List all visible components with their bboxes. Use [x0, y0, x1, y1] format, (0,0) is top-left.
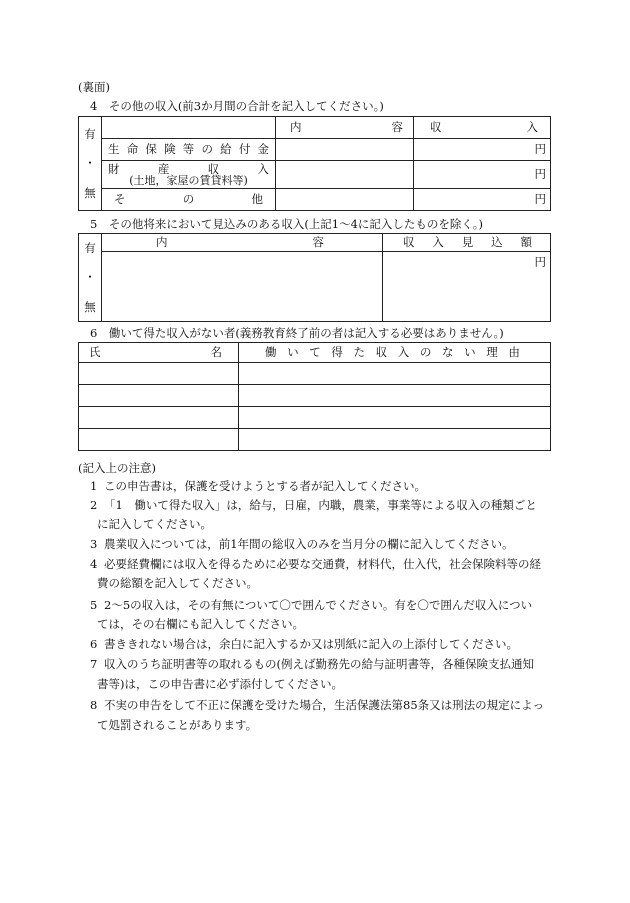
umu-no: 無 — [84, 185, 96, 200]
note-1: 1 この申告書は，保護を受けようとする者が記入してください。 — [90, 479, 426, 493]
section5-umu-cell — [79, 234, 102, 322]
note-8: 8 不実の申告をして不正に保護を受けた場合，生活保護法第85条又は刑法の規定によっ — [90, 698, 545, 712]
section6-reason-field[interactable] — [239, 363, 551, 385]
section5-title: 5 その他将来において見込みのある収入(上記1～4に記入したものを除く。) — [90, 217, 483, 231]
row-life-insurance-amount[interactable]: 円 — [414, 139, 551, 161]
side-label: (裏面) — [78, 80, 110, 94]
section6-col-name: 氏 名 — [79, 343, 239, 363]
section4-blank-header — [102, 117, 276, 139]
section5-col-content: 内 容 — [102, 234, 383, 252]
section4-title: 4 その他の収入(前3か月間の合計を記入してください。) — [90, 99, 384, 113]
note-7: 7 収入のうち証明書等の取れるもの(例えば勤務先の給与証明書等，各種保険支払通知 — [90, 657, 534, 671]
section6-name-field[interactable] — [79, 407, 239, 429]
note-7-cont: 書等)は，この申告書に必ず添付してください。 — [97, 677, 343, 691]
section5-amount-field[interactable]: 円 — [383, 252, 551, 322]
note-5-cont: ては，その右欄にも記入してください。 — [97, 617, 304, 631]
section6-name-field[interactable] — [79, 385, 239, 407]
row-other-amount[interactable]: 円 — [414, 189, 551, 211]
note-8-cont: て処罰されることがあります。 — [97, 718, 258, 732]
section6-name-field[interactable] — [79, 363, 239, 385]
section4-table — [78, 116, 551, 211]
note-3: 3 農業収入については，前1年間の総収入のみを当月分の欄に記入してください。 — [90, 537, 514, 551]
note-2: 2 「1 働いて得た収入」は，給与，日雇，内職，農業，事業等による収入の種類ごと — [90, 498, 537, 512]
section4-col-income: 収 入 — [414, 117, 551, 139]
umu-yes: 有 — [84, 126, 96, 141]
section4-col-content: 内 容 — [276, 117, 414, 139]
row-property-amount[interactable]: 円 — [414, 161, 551, 189]
umu-yes: 有 — [84, 240, 96, 255]
notes-title: (記入上の注意) — [78, 461, 156, 475]
section6-table — [78, 342, 551, 451]
row-property-label: 財 産 収 入 (土地，家屋の賃貸料等) — [102, 161, 276, 189]
section5-table — [78, 233, 551, 322]
section6-name-field[interactable] — [79, 429, 239, 451]
note-2-cont: に記入してください。 — [97, 517, 212, 531]
note-4-cont: 費の総額を記入してください。 — [97, 576, 258, 590]
row-other-label: そ の 他 — [102, 189, 276, 211]
note-4: 4 必要経費欄には収入を得るために必要な交通費，材料代，仕入代，社会保険料等の経 — [90, 557, 541, 571]
row-property-sublabel: (土地，家屋の賃貸料等) — [129, 173, 248, 187]
section6-reason-field[interactable] — [239, 429, 551, 451]
umu-no: 無 — [84, 299, 96, 314]
row-life-insurance-content[interactable] — [276, 139, 414, 161]
umu-dot: ・ — [84, 270, 96, 284]
umu-dot: ・ — [84, 156, 96, 170]
row-life-insurance-label: 生 命 保 険 等 の 給 付 金 — [102, 139, 276, 161]
row-property-content[interactable] — [276, 161, 414, 189]
row-other-content[interactable] — [276, 189, 414, 211]
section6-reason-field[interactable] — [239, 385, 551, 407]
section6-reason-field[interactable] — [239, 407, 551, 429]
note-6: 6 書ききれない場合は，余白に記入するか又は別紙に記入の上添付してください。 — [90, 637, 518, 651]
section6-col-reason: 働 い て 得 た 収 入 の な い 理 由 — [239, 343, 551, 363]
section5-col-expected: 収 入 見 込 額 — [383, 234, 551, 252]
note-5: 5 2～5の収入は，その有無について〇で囲んでください。有を〇で囲んだ収入につい — [90, 598, 533, 612]
section6-title: 6 働いて得た収入がない者(義務教育終了前の者は記入する必要はありません。) — [90, 326, 504, 340]
section5-content-field[interactable] — [102, 252, 383, 322]
section4-umu-cell — [79, 117, 102, 211]
